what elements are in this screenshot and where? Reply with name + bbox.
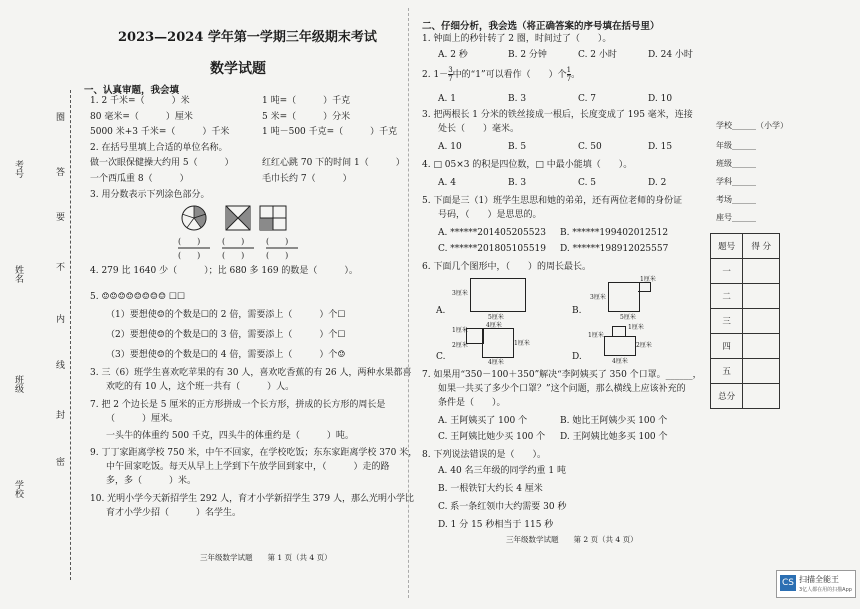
s2-q7-line3: 条件是（ ）。 [438, 398, 506, 408]
s2-q2-opt-c: C. 7 [578, 94, 597, 104]
score-row-label: 二 [711, 284, 743, 309]
s2-q6-stem: 6. 下面几个图形中，（ ）的周长最长。 [422, 262, 591, 272]
seal-word: 不 [56, 263, 66, 273]
shape-c-main [482, 328, 514, 358]
binding-margin [8, 90, 71, 580]
q5-sub2-c: 的 3 倍，需要添上（ ）个 [208, 330, 338, 340]
q1-row2-b: 5 米=（ ）分米 [262, 112, 351, 122]
table-row [711, 359, 780, 384]
cs-logo-icon: CS [780, 575, 796, 591]
fig-d-label-2: 2厘米 [636, 342, 652, 349]
q2-b: 红红心跳 70 下的时间 1（ ） [262, 158, 405, 168]
score-cell[interactable] [743, 284, 780, 309]
s2-q6-opt-c: C. [436, 352, 446, 362]
s2-q8-opt-c: C. 系一条红领巾大约需要 30 秒 [438, 502, 567, 512]
s2-q2-opt-d: D. 10 [648, 94, 673, 104]
score-cell[interactable] [743, 309, 780, 334]
s2-q2-opt-a: A. 1 [438, 94, 456, 104]
fraction-den: 7 [566, 75, 572, 83]
q4-text: 4. 279 比 1640 少（ ）；比 680 多 169 的数是（ ）。 [90, 266, 358, 276]
s2-q1-opt-a: A. 2 秒 [438, 50, 468, 60]
fig-a-label-height: 3厘米 [452, 290, 468, 297]
score-row-label: 一 [711, 259, 743, 284]
fig-c-label-3: 2厘米 [452, 342, 468, 349]
s2-q2-opt-b: B. 3 [508, 94, 527, 104]
s2-q5-opt-c: C. ******201805105519 [438, 244, 546, 254]
score-cell[interactable] [743, 334, 780, 359]
q1-row2-a: 80 毫米=（ ）厘米 [90, 112, 193, 122]
seal-word: 封 [56, 411, 66, 421]
s2-q5-opt-b: B. ******199402012512 [560, 228, 669, 238]
svg-text:( ): ( ) [222, 237, 245, 246]
grid-rect-figure [260, 206, 286, 230]
square-icon: ☐ [200, 310, 209, 320]
s2-q7-opt-b: B. 她比王阿姨少买 100 个 [560, 416, 668, 426]
binding-label-name: 姓名 [13, 265, 23, 283]
q5-sub3-a: （3）要想使 [106, 350, 157, 360]
exam-title: 2023—2024 学年第一学期三年级期末考试 [118, 30, 377, 45]
field-school: 学校______（小学） [716, 121, 788, 130]
score-cell[interactable] [743, 359, 780, 384]
svg-text:( ): ( ) [266, 237, 289, 246]
square-icon: ☐ [337, 330, 346, 340]
table-row [711, 259, 780, 284]
s2-q6-opt-d: D. [572, 352, 582, 362]
score-row-label: 五 [711, 359, 743, 384]
shape-b-main [608, 282, 640, 312]
s2-q3-line2: 处长（ ）毫米。 [438, 124, 520, 134]
field-seat: 座号______ [716, 213, 756, 222]
field-subject: 学科______ [716, 177, 756, 186]
fraction-answer-blanks [176, 236, 306, 262]
scanner-watermark [776, 570, 856, 598]
binding-label-school: 学校 [13, 480, 23, 498]
shape-b-step [638, 282, 651, 292]
s2-q1-opt-d: D. 24 小时 [648, 50, 693, 60]
q5-sub1 [106, 310, 345, 321]
fig-a-label-width: 5厘米 [488, 314, 504, 321]
q5-boxes: ☐☐ [168, 292, 186, 302]
seal-word: 密 [56, 458, 66, 468]
s2-q6-opt-a: A. [436, 306, 446, 316]
score-row-label: 三 [711, 309, 743, 334]
fig-b-label-2: 3厘米 [590, 294, 606, 301]
s2-q8-opt-b: B. 一根铁钉大约长 4 厘米 [438, 484, 543, 494]
q2-stem: 2. 在括号里填上合适的单位名称。 [90, 143, 228, 153]
q9-line1: 9. 丁丁家距离学校 750 米，中午不回家，在学校吃饭；东东家距离学校 370 米， [90, 448, 418, 458]
q5-sub3-b: 的个数是 [164, 350, 201, 360]
square-icon: ☐ [200, 330, 209, 340]
table-row [711, 334, 780, 359]
s2-q7-opt-c: C. 王阿姨比她少买 100 个 [438, 432, 546, 442]
q2-c: 一个西瓜重 8（ ） [90, 174, 189, 184]
q2-a: 做一次眼保健操大约用 5（ ） [90, 158, 234, 168]
s2-q3-opt-a: A. 10 [438, 142, 462, 152]
field-grade: 年级______ [716, 141, 756, 150]
shape-d-top [612, 326, 626, 337]
binding-label-class: 班级 [13, 375, 23, 393]
circle-figure [182, 206, 206, 230]
q9-line3: 多，多（ ）米。 [106, 476, 197, 486]
q8-text: 一头牛的体重约 500 千克，四头牛的体重约是（ ）吨。 [106, 431, 354, 441]
s2-q3-opt-d: D. 15 [648, 142, 673, 152]
seal-word: 线 [56, 361, 66, 371]
q5-sub1-a: （1）要想使 [106, 310, 157, 320]
score-header-q: 题号 [711, 234, 743, 259]
s2-q1-stem: 1. 钟面上的秒针转了 2 圈，时间过了（ ）。 [422, 34, 612, 44]
q7-line2: （ ）厘米。 [106, 414, 179, 424]
smile-icon: ☺ [337, 350, 346, 360]
s2-q2-pre: 2. 1－ [422, 70, 449, 80]
fraction-figures [180, 204, 290, 234]
q10-line2: 育才小学少招（ ）名学生。 [106, 508, 242, 518]
field-class: 班级______ [716, 159, 756, 168]
svg-text:( ): ( ) [266, 251, 289, 260]
q10-line1: 10. 光明小学今天新招学生 292 人，育才小学新招学生 379 人，那么光明小学比 [90, 494, 414, 504]
s2-q5-opt-d: D. ******198912025557 [560, 244, 669, 254]
svg-text:( ): ( ) [178, 251, 201, 260]
q5-sub2 [106, 330, 345, 341]
q5-faces: ☺☺☺☺☺☺☺☺ [101, 292, 167, 302]
s2-q1-opt-b: B. 2 分钟 [508, 50, 547, 60]
fig-d-label-1: 1厘米 [628, 324, 644, 331]
s2-q2-end: 。 [571, 70, 581, 80]
fraction-den: 7 [448, 75, 453, 83]
score-row-label: 总分 [711, 384, 743, 409]
s2-q7-opt-d: D. 王阿姨比她多买 100 个 [560, 432, 668, 442]
s2-q2-stem [422, 66, 580, 83]
square-icon: ☐ [337, 310, 346, 320]
s2-q4-opt-b: B. 3 [508, 178, 527, 188]
s2-q7-line2: 如果一共买了多少个口罩？”这个问题，那么横线上应该补充的 [438, 384, 686, 394]
fraction-num: 3 [448, 66, 453, 74]
fig-b-label-3: 5厘米 [620, 314, 636, 321]
s2-q7-line1: 7. 如果用“350－100＋350”解决“李阿姨买了 350 个口罩。______， [422, 370, 702, 380]
q5-number: 5. [90, 292, 99, 302]
s2-q5-line2: 号码，（ ）是思思的。 [438, 210, 542, 220]
s2-q7-opt-a: A. 王阿姨买了 100 个 [438, 416, 528, 426]
score-row-label: 四 [711, 334, 743, 359]
page2-footer: 三年级数学试题 第 2 页（共 4 页） [506, 535, 638, 544]
square-x-figure [226, 206, 250, 230]
s2-q6-opt-b: B. [572, 306, 582, 316]
q5-sub2-b: 的个数是 [164, 330, 201, 340]
s2-q3-line1: 3. 把两根长 1 分米的铁丝接成一根后，长度变成了 195 毫米，连接 [422, 110, 693, 120]
q5-sub1-c: 的 2 倍，需要添上（ ）个 [208, 310, 338, 320]
shape-d-main [604, 336, 636, 356]
q1-row3-b: 1 吨－500 千克=（ ）千克 [262, 127, 398, 137]
score-header-s: 得 分 [743, 234, 780, 259]
s2-q5-line1: 5. 下面是三（1）班学生思思和她的弟弟，还有两位老师的身份证 [422, 196, 683, 206]
fraction-num: 1 [566, 66, 572, 74]
section2-heading: 二、仔细分析，我会选（将正确答案的序号填在括号里） [422, 21, 660, 32]
seal-word: 答 [56, 168, 66, 178]
fig-c-label-2: 4厘米 [486, 322, 502, 329]
s2-q4-stem: 4. □ 05×3 的积是四位数，□ 中最小能填（ ）。 [422, 160, 633, 170]
s2-q5-opt-a: A. ******201405205523 [438, 228, 546, 238]
s2-q8-opt-d: D. 1 分 15 秒相当于 115 秒 [438, 520, 554, 530]
score-cell[interactable] [743, 259, 780, 284]
fig-c-label-4: 1厘米 [514, 340, 530, 347]
field-room: 考场______ [716, 195, 756, 204]
watermark-brand: 扫描全能王 [799, 575, 839, 584]
q1-row3-a: 5000 米+3 千米=（ ）千米 [90, 127, 230, 137]
s2-q1-opt-c: C. 2 小时 [578, 50, 617, 60]
q6-line2: 欢吃的有 10 人，这个班一共有（ ）人。 [106, 382, 295, 392]
score-cell[interactable] [743, 384, 780, 409]
column-divider [408, 8, 409, 598]
q6-line1: 3. 三（6）班学生喜欢吃苹果的有 30 人，喜欢吃香蕉的有 26 人，两种水果都喜 [90, 368, 412, 378]
s2-q3-opt-c: C. 50 [578, 142, 602, 152]
seal-word: 要 [56, 213, 66, 223]
watermark-sub: 3亿人都在用的扫描App [799, 587, 852, 593]
q5-sub2-a: （2）要想使 [106, 330, 157, 340]
table-row [711, 309, 780, 334]
score-table [710, 233, 780, 409]
score-header-row [711, 234, 780, 259]
binding-label-kaohao: 考号 [13, 160, 23, 178]
fig-b-label-1: 1厘米 [640, 276, 656, 283]
page1-footer: 三年级数学试题 第 1 页（共 4 页） [200, 553, 332, 562]
section1-heading: 一、认真审题，我会填 [84, 85, 180, 96]
square-icon: ☐ [200, 350, 209, 360]
s2-q8-stem: 8. 下列说法错误的是（ ）。 [422, 450, 546, 460]
s2-q4-opt-d: D. 2 [648, 178, 667, 188]
q9-line2: 中午回家吃饭。每天从早上上学到下午放学回到家中，（ ）走的路 [106, 462, 390, 472]
exam-subtitle: 数学试题 [210, 61, 266, 77]
s2-q4-opt-c: C. 5 [578, 178, 597, 188]
q5-row [90, 292, 185, 303]
q5-sub3 [106, 350, 345, 361]
rectangle-a-figure [470, 278, 526, 312]
q3-stem: 3. 用分数表示下列涂色部分。 [90, 190, 210, 200]
svg-text:( ): ( ) [222, 251, 245, 260]
s2-q4-opt-a: A. 4 [438, 178, 456, 188]
smile-icon: ☺ [156, 330, 165, 340]
seal-word: 圈 [56, 113, 66, 123]
q2-d: 毛巾长约 7（ ） [262, 174, 352, 184]
table-row [711, 384, 780, 409]
fig-c-label-1: 1厘米 [452, 327, 468, 334]
smile-icon: ☺ [156, 350, 165, 360]
q5-sub1-b: 的个数是 [164, 310, 201, 320]
q7-line1: 7. 把 2 个边长是 5 厘米的正方形拼成一个长方形，拼成的长方形的周长是 [90, 400, 386, 410]
fig-d-label-4: 4厘米 [612, 358, 628, 365]
smile-icon: ☺ [156, 310, 165, 320]
s2-q3-opt-b: B. 5 [508, 142, 527, 152]
fig-c-label-5: 4厘米 [488, 359, 504, 366]
q1-row1-a: 1. 2 千米=（ ）米 [90, 96, 190, 106]
table-row [711, 284, 780, 309]
q1-row1-b: 1 吨=（ ）千克 [262, 96, 351, 106]
svg-text:( ): ( ) [178, 237, 201, 246]
seal-word: 内 [56, 315, 66, 325]
s2-q2-mid: 中的“1”可以看作（ ）个 [452, 70, 567, 80]
s2-q8-opt-a: A. 40 名三年级的同学约重 1 吨 [438, 466, 566, 476]
fig-d-label-3: 1厘米 [588, 332, 604, 339]
q5-sub3-c: 的 4 倍，需要添上（ ）个 [208, 350, 338, 360]
